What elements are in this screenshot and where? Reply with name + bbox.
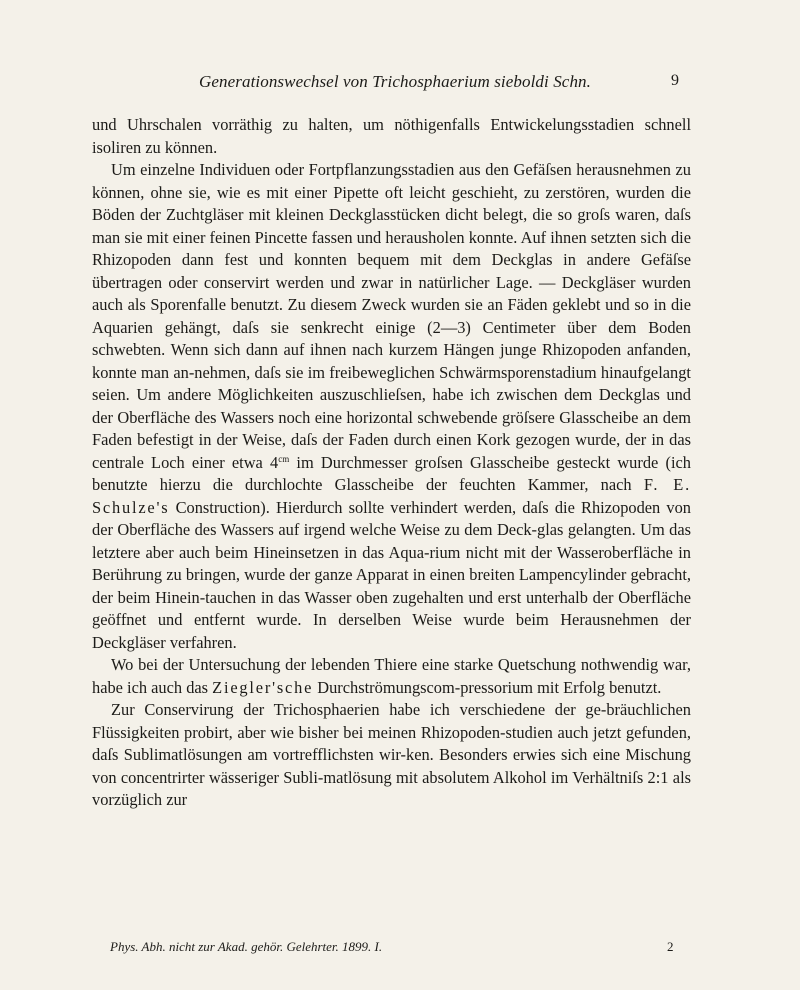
- instrument-name: Ziegler'sche: [212, 677, 314, 697]
- paragraph-2-text: Um einzelne Individuen oder Fortpflanzungsstadien aus den Gefäſsen herausnehmen zu können, ohne sie, wie es mit einer Pipette oft leicht geschieht, zu zerstören, wurden die Böden der Zuchtgläser mit kleinen Deckglasstücken dicht belegt, die so groſs waren, daſs man sie mit einer feinen Pincette fassen und herausholen konnte. Auf ihnen setzten sich die Rhizopoden dann fest und konnten bequem mit dem Deckglas in andere Gefäſse übertragen oder conservirt werden und zwar in natürlicher Lage. — Deckgläser wurden auch als Sporenfalle benutzt. Zu diesem Zweck wurden sie an Fäden geklebt und so in die Aquarien gehängt, daſs sie senkrecht einige (2—3) Centimeter über dem Boden schwebten. Wenn sich dann auf ihnen nach kurzem Hängen junge Rhizopoden anfanden, konnte man an-nehmen, daſs sie im freibeweglichen Schwärmsporenstadium hinaufgelangt seien. Um andere Möglichkeiten auszuschlieſsen, habe ich zwischen dem Deckglas und der Oberfläche des Wassers noch eine horizontal schwebende gröſsere Glasscheibe an dem Faden befestigt in der Weise, daſs der Faden durch einen Kork gezogen wurde, der in das centrale Loch einer etwa: [92, 160, 691, 472]
- running-title: Generationswechsel von Trichosphaerium sieboldi Schn.: [198, 72, 591, 91]
- paragraph-3-end: Durchströmungscom-pressorium mit Erfolg benutzt.: [313, 677, 662, 697]
- body-text: [92, 114, 691, 812]
- footer-citation: Phys. Abh. nicht zur Akad. gehör. Gelehrter. 1899. I.: [110, 939, 383, 954]
- author-name: F. E. Schulze's: [92, 475, 692, 517]
- paragraph-2-end: Construction). Hierdurch sollte verhindert werden, daſs die Rhizopoden von der Oberfläche des Wassers auf irgend welche Weise zu dem Deck-glas gelangten. Um das letztere aber auch beim Hineinsetzen in das Aqua-rium nicht mit der Wasseroberfläche in Berührung zu bringen, wurde der ganze Apparat in einen breiten Lampencylinder gebracht, der beim Hinein-tauchen in das Wasser oben zugehalten und erst unterhalb der Oberfläche geöffnet und entfernt wurde. In derselben Weise wurde beim Herausnehmen der Deckgläser verfahren.: [92, 497, 691, 652]
- measure-unit: cm: [278, 453, 290, 464]
- sheet-signature: 2: [667, 939, 674, 954]
- paragraph-2: [92, 159, 691, 654]
- paragraph-1: und Uhrschalen vorräthig zu halten, um nöthigenfalls Entwickelungsstadien schnell isoliren zu können.: [92, 115, 691, 157]
- paragraph-3-text: Wo bei der Untersuchung der lebenden Thiere eine starke Quetschung nothwendig war, habe ich auch das: [92, 655, 691, 697]
- measure-value: 4: [270, 452, 279, 472]
- paragraph-2-continuation: im Durchmesser groſsen Glasscheibe gesteckt wurde (ich benutzte hierzu die durchlochte Glasscheibe der feuchten Kammer, nach: [92, 452, 691, 494]
- page-number: 9: [671, 72, 679, 89]
- paragraph-4: Zur Conservirung der Trichosphaerien habe ich verschiedene der ge-bräuchlichen Flüssigkeiten probirt, aber wie bisher bei meinen Rhizopoden-studien auch jetzt gefunden, daſs Sublimatlösungen am vortrefflichsten wir-ken. Besonders erwies sich eine Mischung von concentrirter wässeriger Subli-matlösung mit absolutem Alkohol im Verhältniſs 2:1 als vorzüglich zur: [92, 700, 691, 809]
- paragraph-3: [92, 654, 691, 699]
